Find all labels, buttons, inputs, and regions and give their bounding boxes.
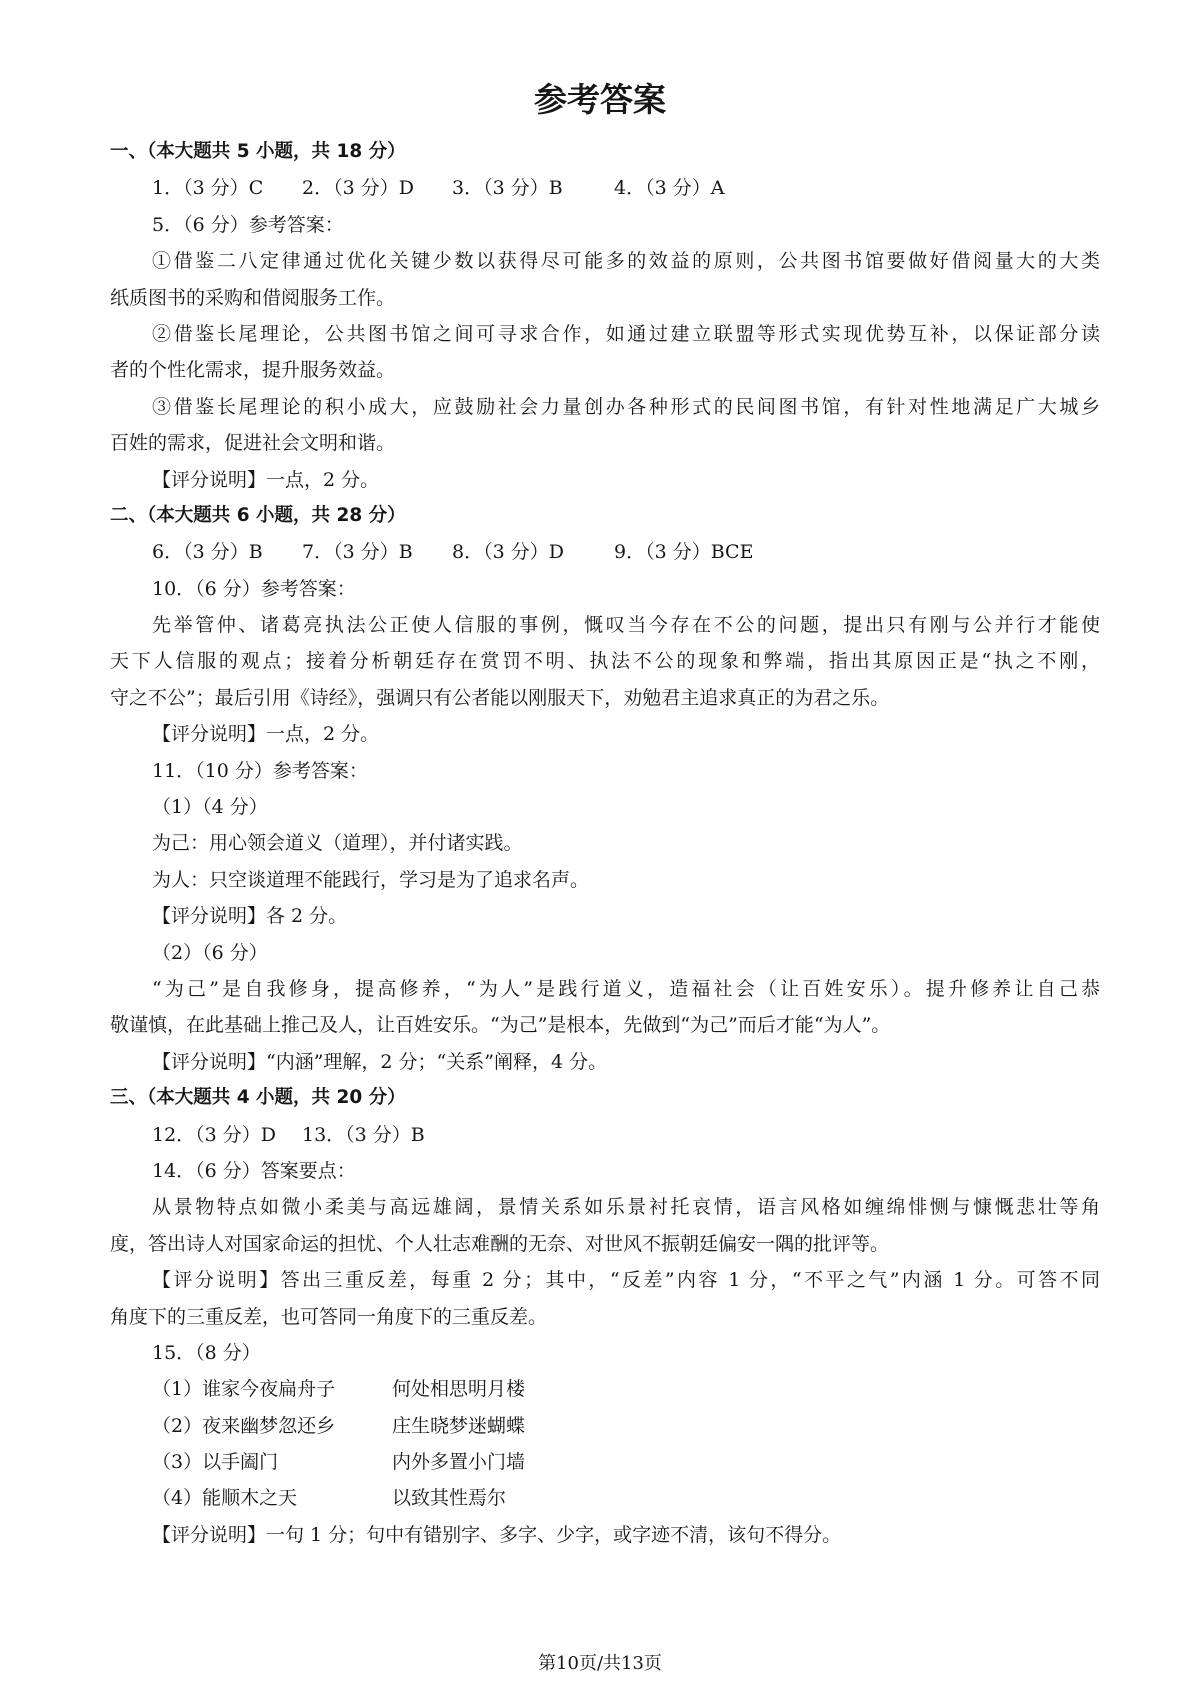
q15-answer-row xyxy=(110,1408,1100,1444)
section-heading-1: 一、（本大题共 5 小题，共 18 分） xyxy=(110,141,406,162)
q11-part1-scoring-note: 【评分说明】各 2 分。 xyxy=(152,905,348,928)
q15-answer-3a: （3）以手阖门 xyxy=(152,1451,279,1474)
q15-answer-1a: （1）谁家今夜扁舟子 xyxy=(152,1378,336,1401)
q5-point1-line1: ①借鉴二八定律通过优化关键少数以获得尽可能多的效益的原则，公共图书馆要做好借阅量大的大类 xyxy=(152,250,1100,273)
answer-q3: 3．（3 分）B xyxy=(452,177,563,200)
q15-answer-2a: （2）夜来幽梦忽还乡 xyxy=(152,1414,336,1437)
q5-point2-line1: ②借鉴长尾理论，公共图书馆之间可寻求合作，如通过建立联盟等形式实现优势互补，以保证部分读 xyxy=(152,322,1100,345)
q5-scoring-note: 【评分说明】一点，2 分。 xyxy=(152,468,380,491)
answer-q7: 7．（3 分）B xyxy=(302,541,413,564)
q10-scoring-note: 【评分说明】一点，2 分。 xyxy=(152,723,380,746)
answer-q4: 4．（3 分）A xyxy=(614,177,725,200)
q14-label: 14．（6 分）答案要点： xyxy=(152,1159,356,1182)
q15-answer-row xyxy=(110,1444,1100,1480)
q15-answer-1b: 何处相思明月楼 xyxy=(392,1378,526,1401)
q14-scoring-note-line1: 【评分说明】答出三重反差，每重 2 分；其中，“反差”内容 1 分，“不平之气”内涵 1 分。可答不同 xyxy=(152,1269,1100,1292)
q15-answer-row xyxy=(110,1371,1100,1407)
q11-label: 11．（10 分）参考答案： xyxy=(152,759,368,782)
q11-part2-label: （2）（6 分） xyxy=(152,941,268,964)
q11-part2-line2: 敬谨慎，在此基础上推己及人，让百姓安乐。“为己”是根本，先做到“为己”而后才能“为人”。 xyxy=(110,1014,891,1037)
q5-label: 5．（6 分）参考答案： xyxy=(152,213,344,236)
answer-content xyxy=(110,134,1100,1553)
q11-part1-answer-a: 为己：用心领会道义（道理），并付诸实践。 xyxy=(152,832,523,855)
q5-point3-line1: ③借鉴长尾理论的积小成大，应鼓励社会力量创办各种形式的民间图书馆，有针对性地满足广大城乡 xyxy=(152,395,1100,418)
page-title: 参考答案 xyxy=(534,80,666,119)
q15-answer-2b: 庄生晓梦迷蝴蝶 xyxy=(392,1414,526,1437)
answer-q9: 9．（3 分）BCE xyxy=(614,541,754,564)
q5-point3-line2: 百姓的需求，促进社会文明和谐。 xyxy=(110,432,396,455)
q10-line3: 守之不公”；最后引用《诗经》，强调只有公者能以刚服天下，劝勉君主追求真正的为君之乐。 xyxy=(110,686,890,709)
answer-q13: 13．（3 分）B xyxy=(302,1123,425,1146)
q15-scoring-note: 【评分说明】一句 1 分；句中有错别字、多字、少字，或字迹不清，该句不得分。 xyxy=(152,1523,842,1546)
section-heading-2: 二、（本大题共 6 小题，共 28 分） xyxy=(110,504,406,526)
mc-answers-1-4 xyxy=(110,170,1100,206)
q14-line1: 从景物特点如微小柔美与高远雄阔，景情关系如乐景衬托哀情，语言风格如缠绵悱恻与慷慨悲壮等角 xyxy=(152,1196,1100,1219)
q15-answer-4b: 以致其性焉尔 xyxy=(392,1487,507,1510)
page-number-footer: 第10页/共13页 xyxy=(538,1653,662,1674)
q15-answer-3b: 内外多置小门墙 xyxy=(392,1451,526,1474)
q15-answer-4a: （4）能顺木之天 xyxy=(152,1487,298,1510)
answer-q1: 1．（3 分）C xyxy=(152,177,264,200)
q15-label: 15．（8 分） xyxy=(152,1341,261,1364)
q11-part1-answer-b: 为人：只空谈道理不能践行，学习是为了追求名声。 xyxy=(152,868,590,891)
q5-point2-line2: 者的个性化需求，提升服务效益。 xyxy=(110,359,396,382)
answer-q6: 6．（3 分）B xyxy=(152,541,263,564)
answer-q12: 12．（3 分）D xyxy=(152,1123,277,1146)
q10-label: 10．（6 分）参考答案： xyxy=(152,577,356,600)
q11-part2-line1: “为己”是自我修身，提高修养，“为人”是践行道义，造福社会（让百姓安乐）。提升修养让自己恭 xyxy=(152,977,1100,1000)
q14-scoring-note-line2: 角度下的三重反差，也可答同一角度下的三重反差。 xyxy=(110,1305,548,1328)
q11-part2-scoring-note: 【评分说明】“内涵”理解，2 分；“关系”阐释，4 分。 xyxy=(152,1050,608,1073)
q5-point1-line2: 纸质图书的采购和借阅服务工作。 xyxy=(110,286,396,309)
q15-answer-row xyxy=(110,1480,1100,1516)
q10-line1: 先举管仲、诸葛亮执法公正使人信服的事例，慨叹当今存在不公的问题，提出只有刚与公并行才能使 xyxy=(152,614,1100,637)
mc-answers-6-9 xyxy=(110,534,1100,570)
q11-part1-label: （1）（4 分） xyxy=(152,796,268,819)
answer-q2: 2．（3 分）D xyxy=(302,177,414,200)
section-heading-3: 三、（本大题共 4 小题，共 20 分） xyxy=(110,1087,406,1109)
answer-q8: 8．（3 分）D xyxy=(452,541,564,564)
q10-line2: 天下人信服的观点；接着分析朝廷存在赏罚不明、执法不公的现象和弊端，指出其原因正是“执之不刚， xyxy=(110,650,1100,673)
q14-line2: 度，答出诗人对国家命运的担忧、个人壮志难酬的无奈、对世风不振朝廷偏安一隅的批评等。 xyxy=(110,1232,890,1255)
mc-answers-12-13 xyxy=(110,1117,1100,1153)
